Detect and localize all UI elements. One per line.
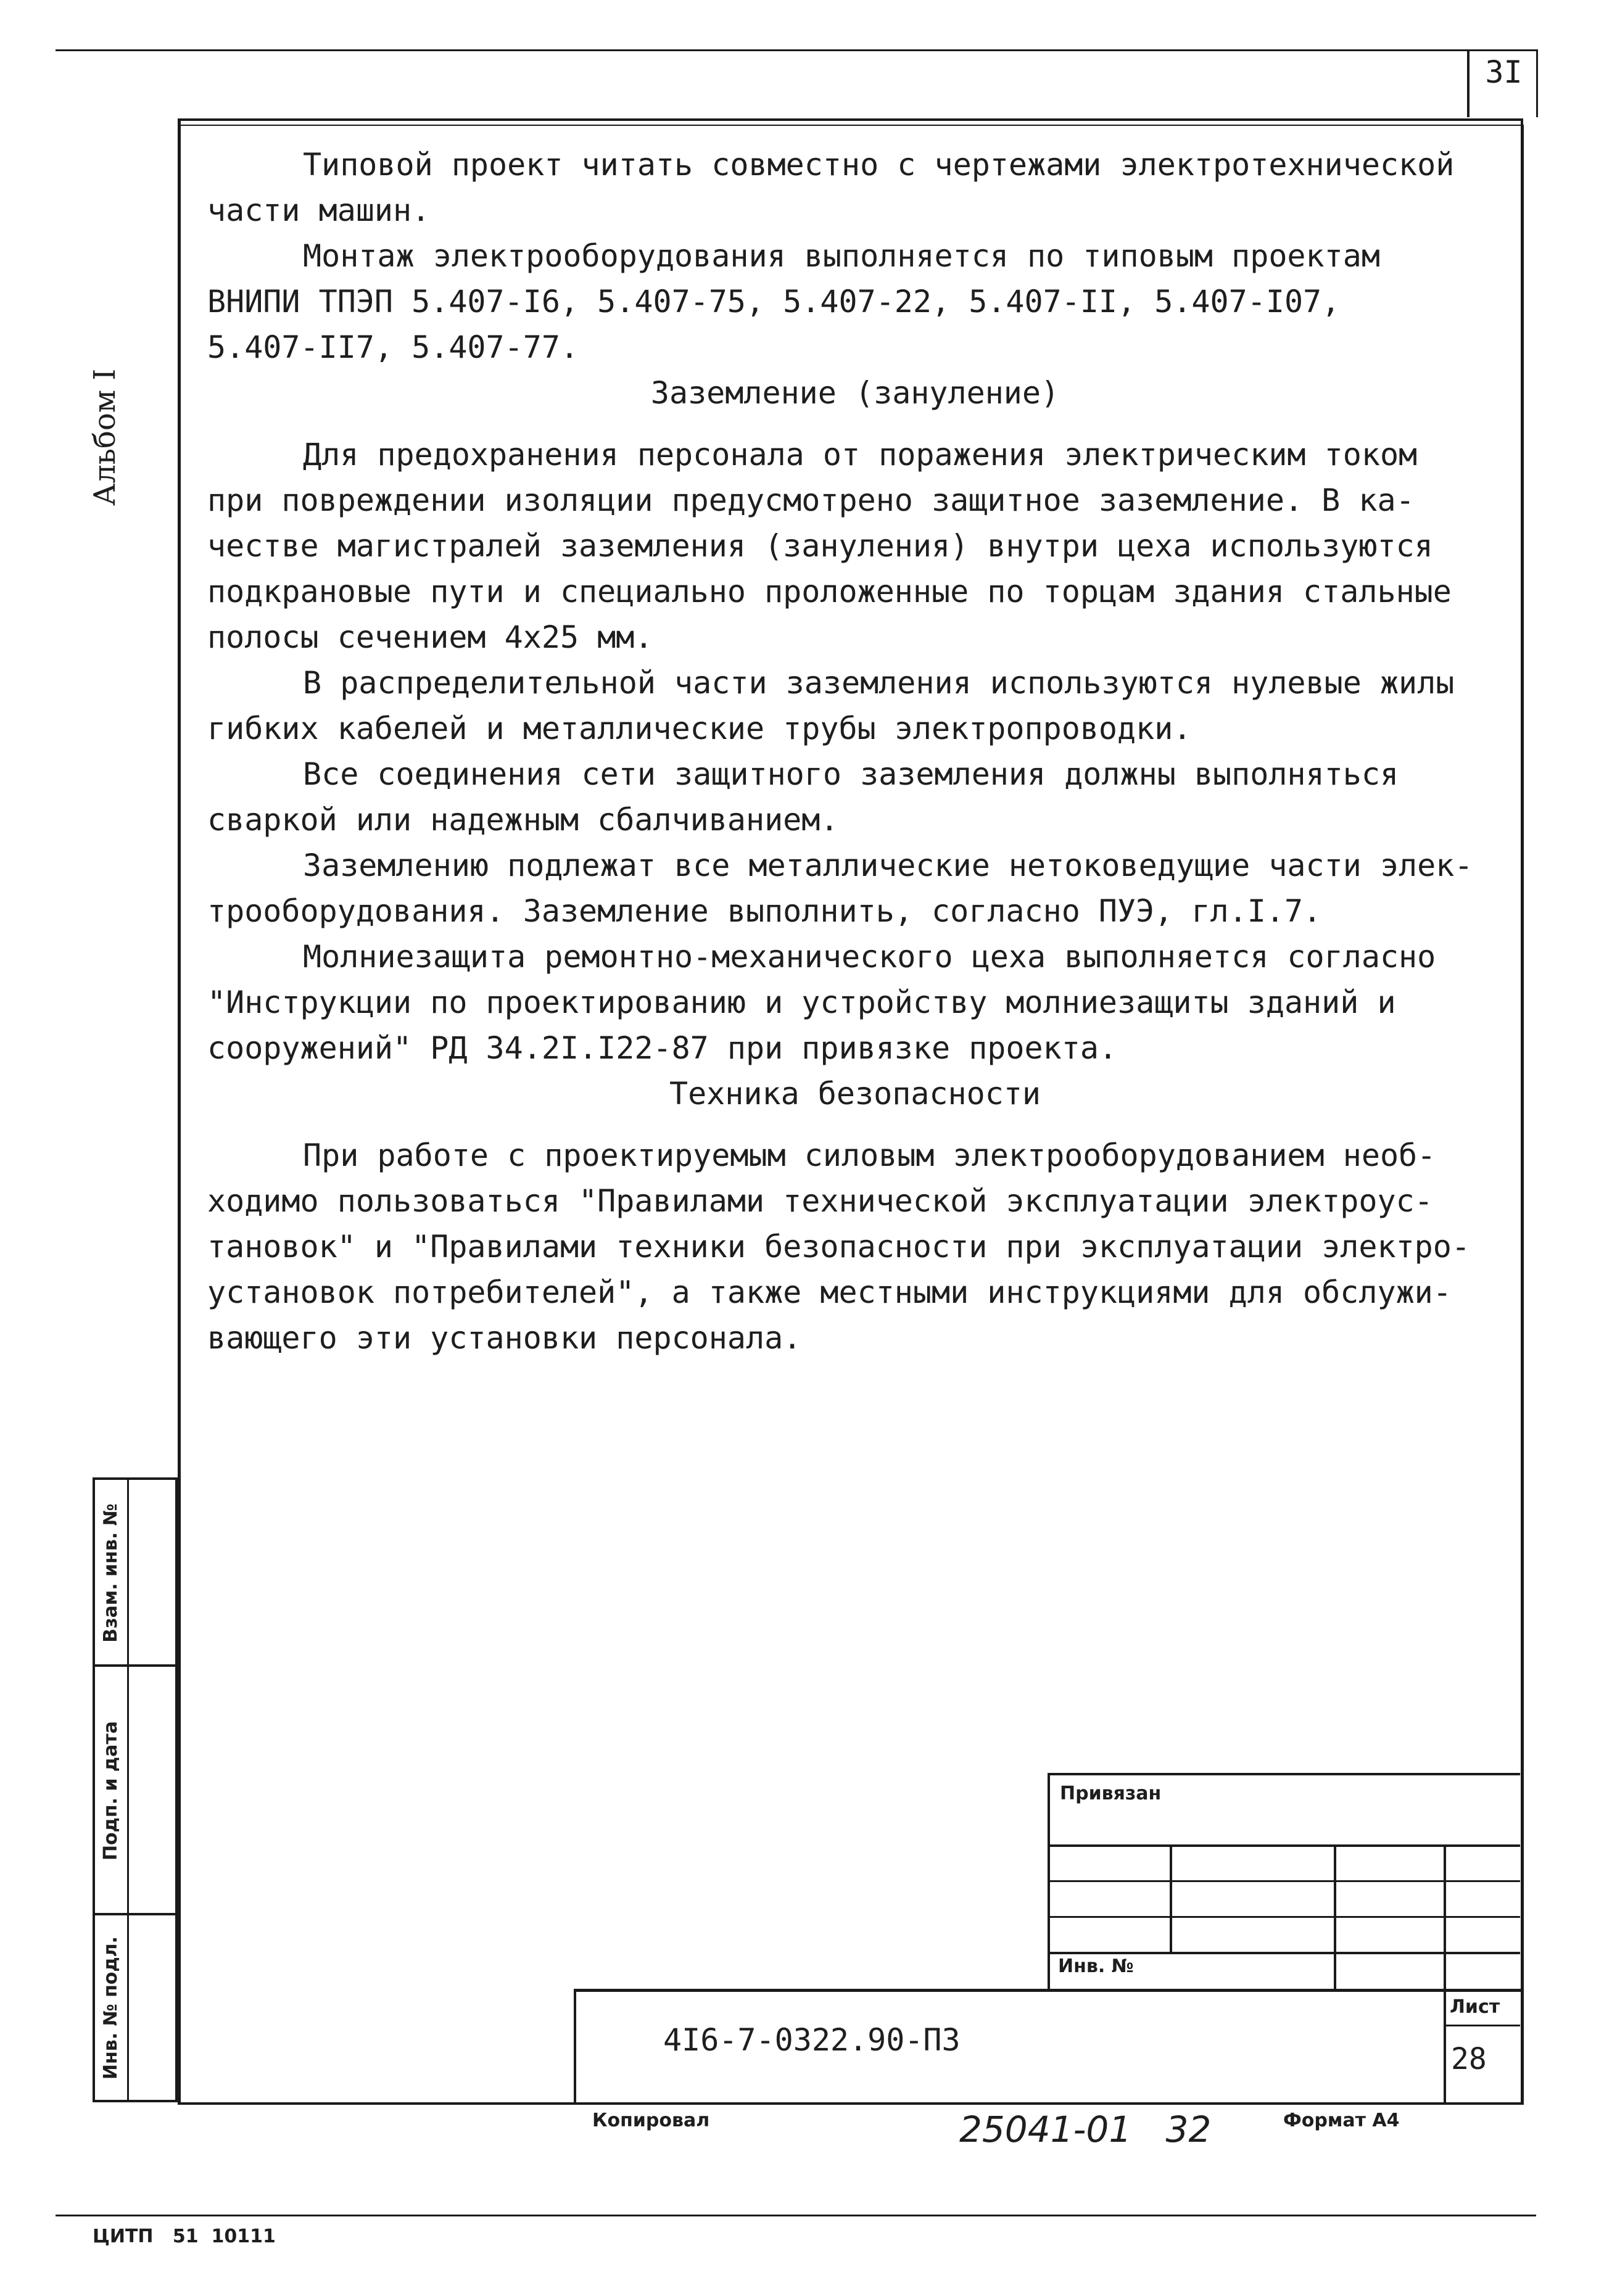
text-line: Все соединения сети защитного заземления должны выполняться [303,756,1399,792]
stamp-row-d [1048,1952,1520,1954]
text-line: сваркой или надежным сбалчиванием. [207,802,839,838]
stamp-col-1 [1170,1844,1172,1953]
body-text [207,142,1503,1361]
text-line [207,1117,1503,1133]
section-heading: Заземление (зануление) [650,375,1060,411]
privyazan-label: Привязан [1060,1783,1162,1804]
frame-right-double [1523,125,1524,2105]
left-stamp-row1 [93,1664,178,1667]
stamp-row-c [1048,1916,1520,1918]
text-line: В распределительной части заземления используются нулевые жилы [303,665,1455,701]
inv-no-label: Инв. № [1058,1955,1134,1977]
text-line: При работе с проектируемым силовым электрооборудованием необ- [303,1138,1436,1173]
frame-top-double [178,125,1523,126]
text-line: ходимо пользоваться "Правилами технической эксплуатации электроус- [207,1183,1433,1219]
podp-data-label: Подп. и дата [100,1720,122,1861]
citp-label: ЦИТП 51 10111 [93,2226,276,2247]
text-line: ВНИПИ ТПЭП 5.407-I6, 5.407-75, 5.407-22, 5.407-II, 5.407-I07, [207,284,1341,320]
text-line: гибких кабелей и металлические трубы электропроводки. [207,711,1192,746]
page-number-box-left [1467,49,1470,117]
text-line: 5.407-II7, 5.407-77. [207,329,579,365]
bottom-rule [56,2215,1536,2216]
page-number-box-right [1536,49,1538,117]
kopiroval-label: Копировал [592,2110,710,2131]
list-divider [1444,2025,1520,2026]
handwritten-number: 25041-01 32 [959,2108,1212,2150]
page-number: 3I [1485,54,1523,90]
format-label: Формат А4 [1283,2110,1400,2131]
stamp-col-2 [1334,1844,1336,1990]
section-heading: Техника безопасности [669,1076,1041,1112]
text-line: тановок" и "Правилами техники безопасности при эксплуатации электро- [207,1229,1470,1265]
inv-podl-label: Инв. № подл. [100,1936,122,2080]
top-rule [56,49,1536,51]
text-line: Монтаж электрооборудования выполняется по типовым проектам [303,238,1380,274]
code-block-top [574,1989,1521,1992]
code-block-left [574,1989,576,2102]
document-code: 4I6-7-0322.90-ПЗ [663,2022,961,2058]
text-line: сооружений" РД 34.2I.I22-87 при привязке проекта. [207,1030,1118,1066]
text-line: установок потребителей", а также местными инструкциями для обслужи- [207,1274,1452,1310]
text-line: подкрановые пути и специально проложенные по торцам здания стальные [207,574,1452,609]
text-line: Типовой проект читать совместно с чертежами электротехнической [303,147,1455,183]
text-line [207,416,1503,432]
left-stamp-divider [127,1477,129,2102]
text-line: при повреждении изоляции предусмотрено защитное заземление. В ка- [207,482,1415,518]
text-line: "Инструкции по проектированию и устройству молниезащиты зданий и [207,985,1396,1020]
sheet-number: 28 [1451,2042,1487,2076]
text-line: части машин. [207,192,431,228]
album-label: Альбом I [88,368,122,506]
stamp-row-a [1048,1844,1520,1847]
text-line: честве магистралей заземления (зануления) внутри цеха используются [207,528,1433,564]
text-line: полосы сечением 4х25 мм. [207,619,653,655]
stamp-col-3 [1444,1844,1446,2104]
text-line: вающего эти установки персонала. [207,1320,802,1356]
stamp-row-b [1048,1880,1520,1882]
text-line: Для предохранения персонала от поражения электрическим током [303,437,1418,473]
text-line: трооборудования. Заземление выполнить, согласно ПУЭ, гл.I.7. [207,893,1322,929]
list-label: Лист [1450,1996,1500,2018]
text-line: Заземлению подлежат все металлические нетоковедущие части элек- [303,848,1473,883]
left-stamp-row2 [93,1913,178,1915]
privyazan-top [1048,1773,1520,1775]
vzam-inv-label: Взам. инв. № [100,1503,122,1643]
text-line: Молниезащита ремонтно-механического цеха выполняется согласно [303,939,1436,975]
